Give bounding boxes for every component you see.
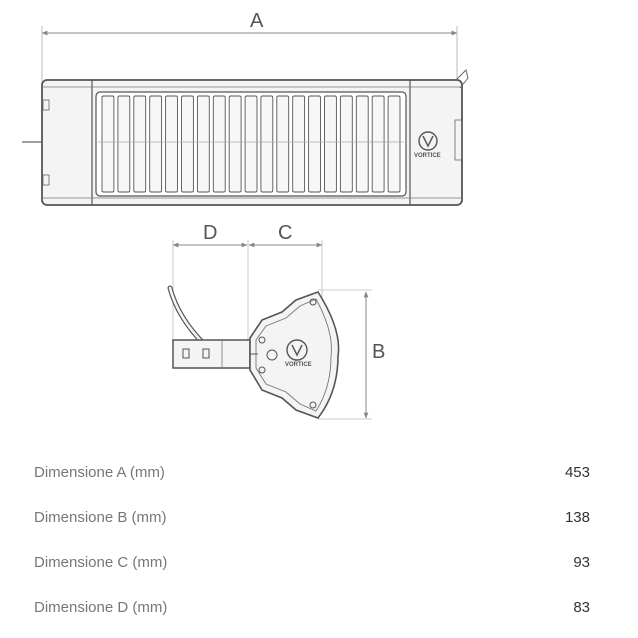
spec-label-d: Dimensione D (mm) xyxy=(34,599,168,616)
spec-label-c: Dimensione C (mm) xyxy=(34,554,168,571)
side-view xyxy=(170,222,385,419)
grille-slot xyxy=(118,96,130,192)
spec-value-b: 138 xyxy=(564,509,590,526)
grille-slot xyxy=(166,96,178,192)
spec-value-a: 453 xyxy=(564,464,590,481)
spec-row-a xyxy=(34,450,590,495)
power-cable xyxy=(170,288,205,345)
grille-slot xyxy=(372,96,384,192)
grille-slot xyxy=(340,96,352,192)
grille-slot xyxy=(102,96,114,192)
grille-slot xyxy=(182,96,194,192)
dimension-d-label: D xyxy=(203,222,218,244)
grille-slot xyxy=(229,96,241,192)
grille-slot xyxy=(388,96,400,192)
grille-slot xyxy=(197,96,209,192)
grille-slot xyxy=(261,96,273,192)
spec-label-a: Dimensione A (mm) xyxy=(34,464,165,481)
grille-slot xyxy=(309,96,321,192)
spec-label-b: Dimensione B (mm) xyxy=(34,509,167,526)
dimension-c-label: C xyxy=(278,222,293,244)
grille-slot xyxy=(213,96,225,192)
spec-row-b xyxy=(34,495,590,540)
grille-slot xyxy=(245,96,257,192)
brand-text-side: VORTICE xyxy=(285,362,312,368)
grille-slot xyxy=(277,96,289,192)
spec-row-c xyxy=(34,540,590,585)
dimension-b-label: B xyxy=(372,341,386,363)
spec-row-d xyxy=(34,585,590,630)
spec-value-d: 83 xyxy=(573,599,590,616)
grille-slot xyxy=(150,96,162,192)
spec-value-c: 93 xyxy=(573,554,590,571)
front-view xyxy=(22,10,468,205)
grille-slot xyxy=(325,96,337,192)
grille-slot xyxy=(134,96,146,192)
grille-slot xyxy=(356,96,368,192)
wall-bracket xyxy=(173,340,250,368)
dimension-a-label: A xyxy=(250,10,264,32)
brand-text: VORTICE xyxy=(414,153,441,159)
dimensions-table xyxy=(34,450,590,630)
grille-slot xyxy=(293,96,305,192)
